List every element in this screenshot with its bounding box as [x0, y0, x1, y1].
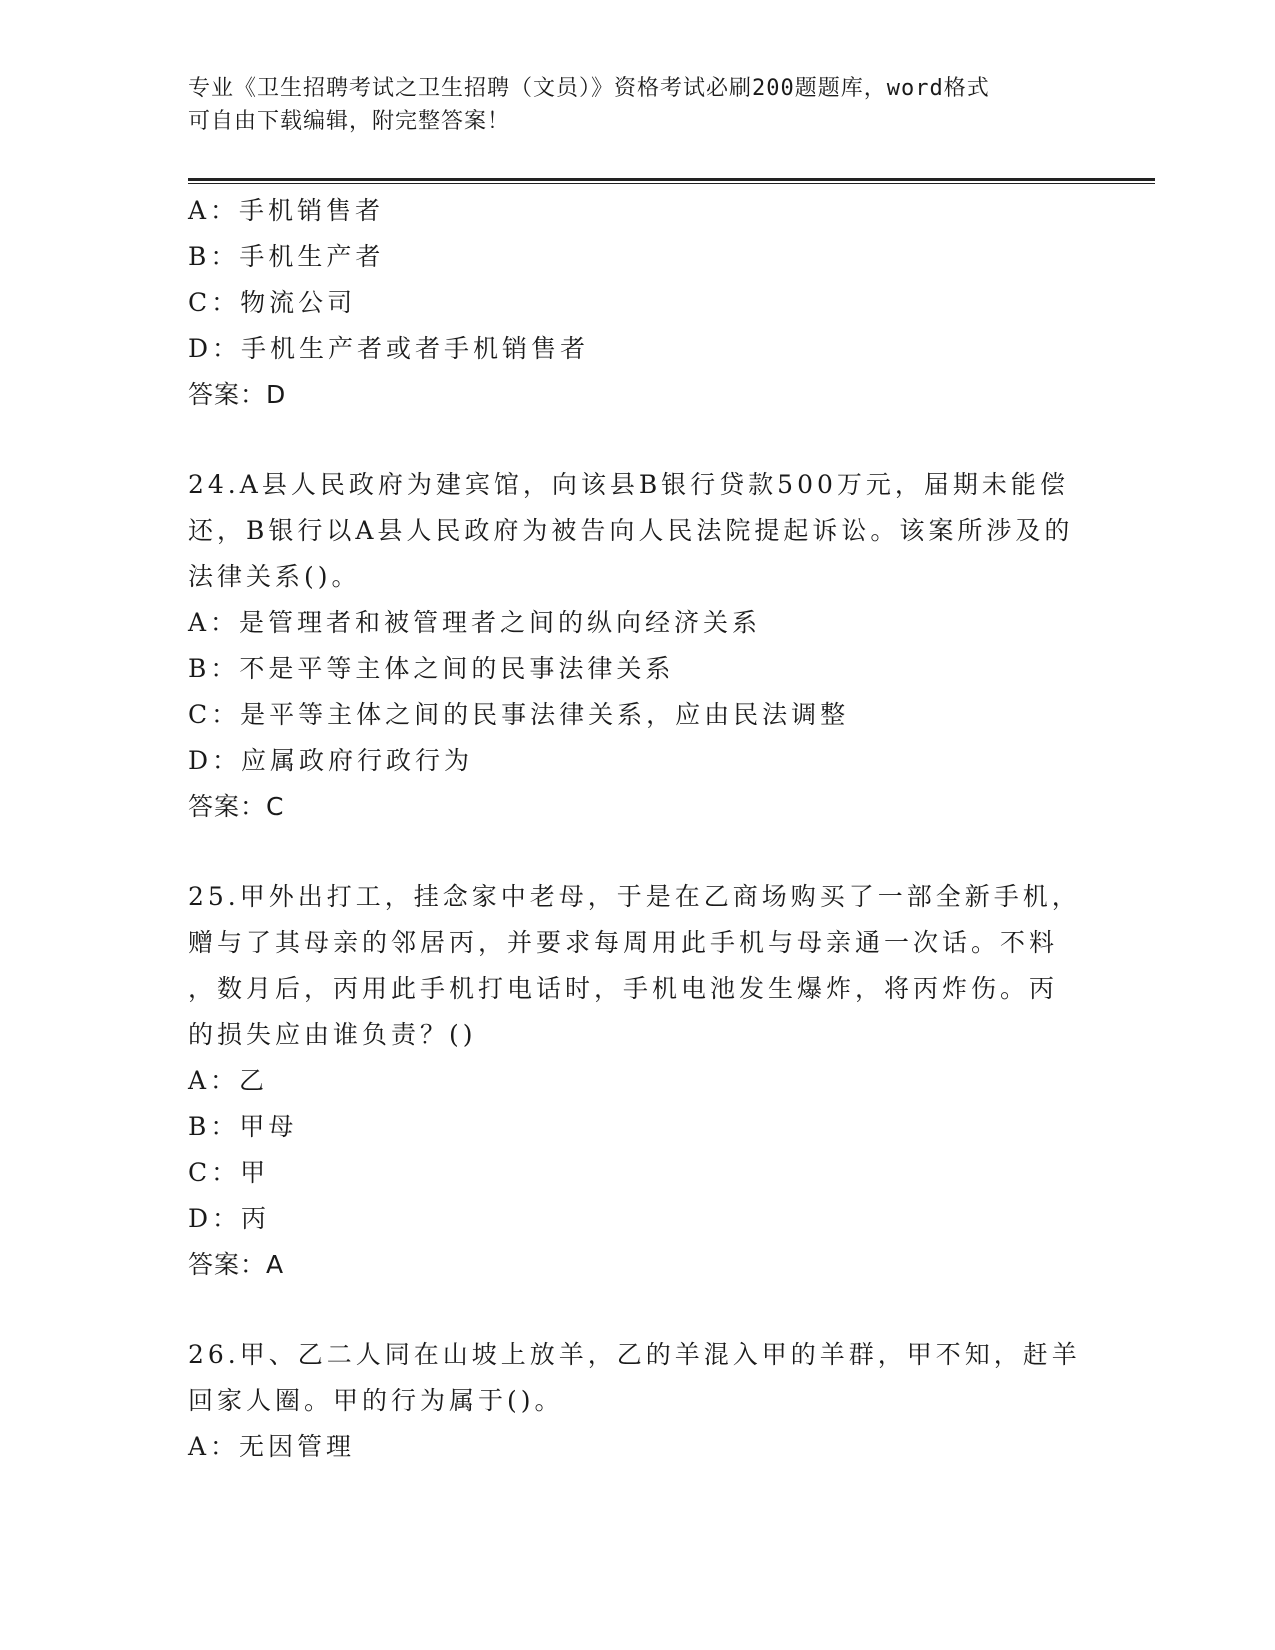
question-stem-line: 回家人圈。甲的行为属于()。: [188, 1386, 564, 1415]
option-d: D：丙: [188, 1204, 271, 1233]
header-divider-thick: [188, 178, 1155, 181]
answer: 答案：C: [188, 792, 285, 821]
option-b: B：不是平等主体之间的民事法律关系: [188, 654, 675, 683]
question-stem-line: 26.甲、乙二人同在山坡上放羊，乙的羊混入甲的羊群，甲不知，赶羊: [188, 1340, 1081, 1369]
question-26: [188, 1332, 1088, 1470]
answer: 答案：D: [188, 380, 287, 409]
question-25: [188, 874, 1088, 1288]
header-title-line-1: 专业《卫生招聘考试之卫生招聘（文员）》资格考试必刷200题题库，word格式: [188, 76, 990, 101]
header-title-line-2: 可自由下载编辑，附完整答案！: [188, 109, 511, 134]
question-stem-line: ，数月后，丙用此手机打电话时，手机电池发生爆炸，将丙炸伤。丙: [188, 974, 1059, 1003]
question-list: [188, 188, 1088, 1470]
document-header: [188, 72, 1088, 138]
option-a: A：乙: [188, 1066, 269, 1095]
question-stem-line: 赠与了其母亲的邻居丙，并要求每周用此手机与母亲通一次话。不料: [188, 928, 1059, 957]
option-a: A：无因管理: [188, 1432, 356, 1461]
question-24: [188, 462, 1088, 830]
option-b: B：手机生产者: [188, 242, 385, 271]
question-stem-line: 25.甲外出打工，挂念家中老母，于是在乙商场购买了一部全新手机，: [188, 882, 1081, 911]
option-c: C：是平等主体之间的民事法律关系，应由民法调整: [188, 700, 850, 729]
question-stem-line: 还，B银行以A县人民政府为被告向人民法院提起诉讼。该案所涉及的: [188, 516, 1074, 545]
question-stem-line: 24.A县人民政府为建宾馆，向该县B银行贷款500万元，届期未能偿: [188, 470, 1069, 499]
question-23: [188, 188, 1088, 418]
option-c: C：物流公司: [188, 288, 357, 317]
header-divider-thin: [188, 183, 1155, 184]
option-d: D：手机生产者或者手机销售者: [188, 334, 590, 363]
option-a: A：手机销售者: [188, 196, 385, 225]
option-d: D：应属政府行政行为: [188, 746, 474, 775]
option-a: A：是管理者和被管理者之间的纵向经济关系: [188, 608, 762, 637]
question-stem-line: 的损失应由谁负责？(): [188, 1020, 477, 1049]
option-c: C：甲: [188, 1158, 270, 1187]
option-b: B：甲母: [188, 1112, 298, 1141]
question-stem-line: 法律关系()。: [188, 562, 361, 591]
answer: 答案：A: [188, 1250, 285, 1279]
